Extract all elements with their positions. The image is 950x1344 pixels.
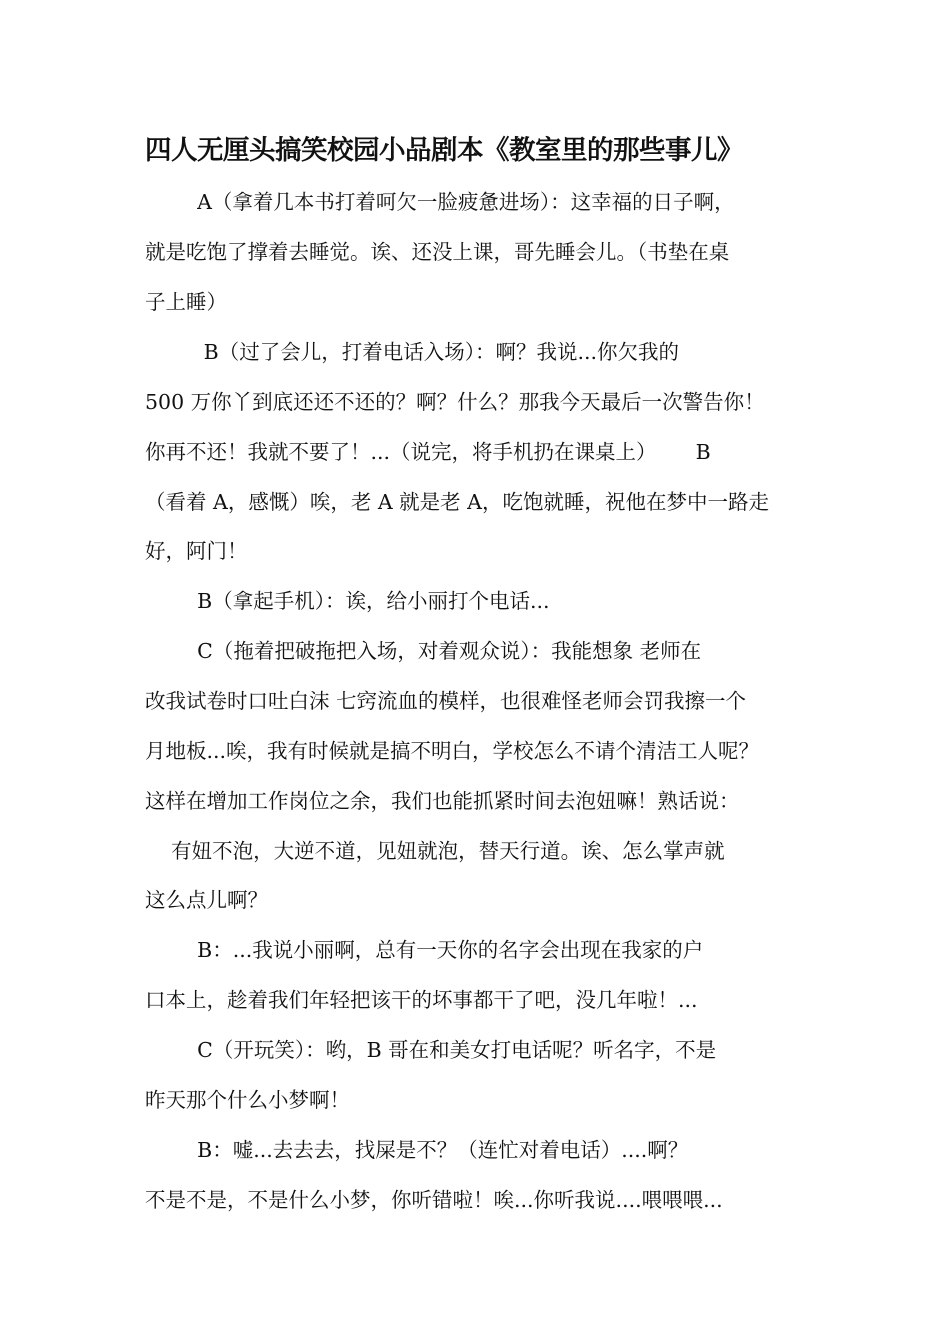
text-line: 不是不是，不是什么小梦，你听错啦！唉...你听我说....喂喂喂...: [145, 1188, 723, 1212]
text-line: B：...我说小丽啊，总有一天你的名字会出现在我家的户: [145, 938, 704, 962]
text-line: B：嘘...去去去，找屎是不？（连忙对着电话）....啊？: [145, 1138, 689, 1162]
text-line: 昨天那个什么小梦啊！: [145, 1088, 350, 1112]
text-line: （看着 A，感慨）唉，老 A 就是老 A，吃饱就睡，祝他在梦中一路走: [145, 490, 769, 514]
text-line: 就是吃饱了撑着去睡觉。诶、还没上课，哥先睡会儿。（书垫在桌: [145, 240, 730, 264]
document-title: 四人无厘头搞笑校园小品剧本《教室里的那些事儿》: [145, 135, 743, 166]
text-line: B（过了会儿，打着电话入场）：啊？我说...你欠我的: [145, 340, 680, 364]
text-line: 这么点儿啊？: [145, 888, 268, 912]
text-line: 口本上，趁着我们年轻把该干的坏事都干了吧，没几年啦！...: [145, 988, 698, 1012]
text-line: C（拖着把破拖把入场，对着观众说）：我能想象 老师在: [145, 639, 702, 663]
text-line: A（拿着几本书打着呵欠一脸疲惫进场）：这幸福的日子啊，: [145, 190, 735, 214]
text-line: 改我试卷时口吐白沫 七窍流血的模样，也很难怪老师会罚我擦一个: [145, 689, 747, 713]
text-line: 好，阿门！: [145, 539, 248, 563]
text-line: 子上睡）: [145, 290, 227, 314]
text-line: 这样在增加工作岗位之余，我们也能抓紧时间去泡妞嘛！熟话说：: [145, 789, 740, 813]
text-line: 你再不还！我就不要了！...（说完，将手机扔在课桌上） B: [145, 440, 711, 464]
text-line: C（开玩笑）：哟，B 哥在和美女打电话呢？听名字，不是: [145, 1038, 717, 1062]
text-line: 月地板...唉，我有时候就是搞不明白，学校怎么不请个清洁工人呢？: [145, 739, 760, 763]
text-line: 有妞不泡，大逆不道，见妞就泡，替天行道。诶、怎么掌声就: [145, 839, 725, 863]
text-line: 500 万你丫到底还还不还的？啊？什么？那我今天最后一次警告你！: [145, 390, 765, 414]
text-line: B（拿起手机）：诶，给小丽打个电话...: [145, 589, 550, 613]
